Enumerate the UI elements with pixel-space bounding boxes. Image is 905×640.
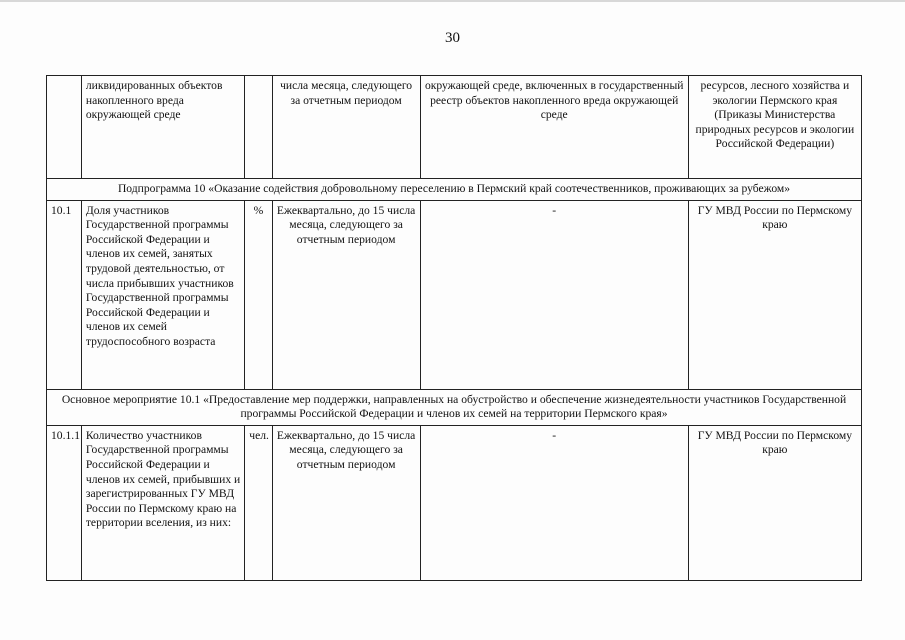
- indicators-table: [46, 75, 862, 581]
- cell-method: -: [420, 200, 688, 389]
- cell-responsible: ГУ МВД России по Пермскому краю: [688, 425, 861, 580]
- cell-unit: чел.: [245, 425, 272, 580]
- table-row-continued: [47, 76, 862, 179]
- cell-method: -: [420, 425, 688, 580]
- cell-unit: [245, 76, 272, 179]
- cell-number: [47, 76, 82, 179]
- cell-indicator-name: ликвидированных объектов накопленного вреда окружающей среде: [81, 76, 244, 179]
- cell-indicator-name: Доля участников Государственной программы Российской Федерации и членов их семей, занятых трудовой деятельностью, от числа прибывших участников Государственной программы Российской Федерации и членов их семей трудоспособного возраста: [81, 200, 244, 389]
- cell-unit: %: [245, 200, 272, 389]
- page-edge: [0, 0, 905, 2]
- cell-method: окружающей среде, включенных в государственный реестр объектов накопленного вреда окружающей среде: [420, 76, 688, 179]
- table-row-10-1-1: [47, 425, 862, 580]
- cell-period: Ежеквартально, до 15 числа месяца, следующего за отчетным периодом: [272, 200, 420, 389]
- measure-title: Основное мероприятие 10.1 «Предоставление мер поддержки, направленных на обустройство и обеспечение жизнедеятельности участников Государственной программы Российской Федерации и членов их семей на территории Пермского края»: [47, 389, 862, 425]
- subprogram-title: Подпрограмма 10 «Оказание содействия добровольному переселению в Пермский край соотечественников, проживающих за рубежом»: [47, 179, 862, 201]
- cell-number: 10.1: [47, 200, 82, 389]
- measure-row: [47, 389, 862, 425]
- cell-period: Ежеквартально, до 15 числа месяца, следующего за отчетным периодом: [272, 425, 420, 580]
- cell-responsible: ресурсов, лесного хозяйства и экологии Пермского края (Приказы Министерства природных ресурсов и экологии Российской Федерации): [688, 76, 861, 179]
- cell-indicator-name: Количество участников Государственной программы Российской Федерации и членов их семей, прибывших и зарегистрированных ГУ МВД России по Пермскому краю на территории вселения, из них:: [81, 425, 244, 580]
- cell-period: числа месяца, следующего за отчетным периодом: [272, 76, 420, 179]
- cell-number: 10.1.1: [47, 425, 82, 580]
- table-row-10-1: [47, 200, 862, 389]
- subprogram-row: [47, 179, 862, 201]
- page-number: 30: [445, 30, 460, 46]
- cell-responsible: ГУ МВД России по Пермскому краю: [688, 200, 861, 389]
